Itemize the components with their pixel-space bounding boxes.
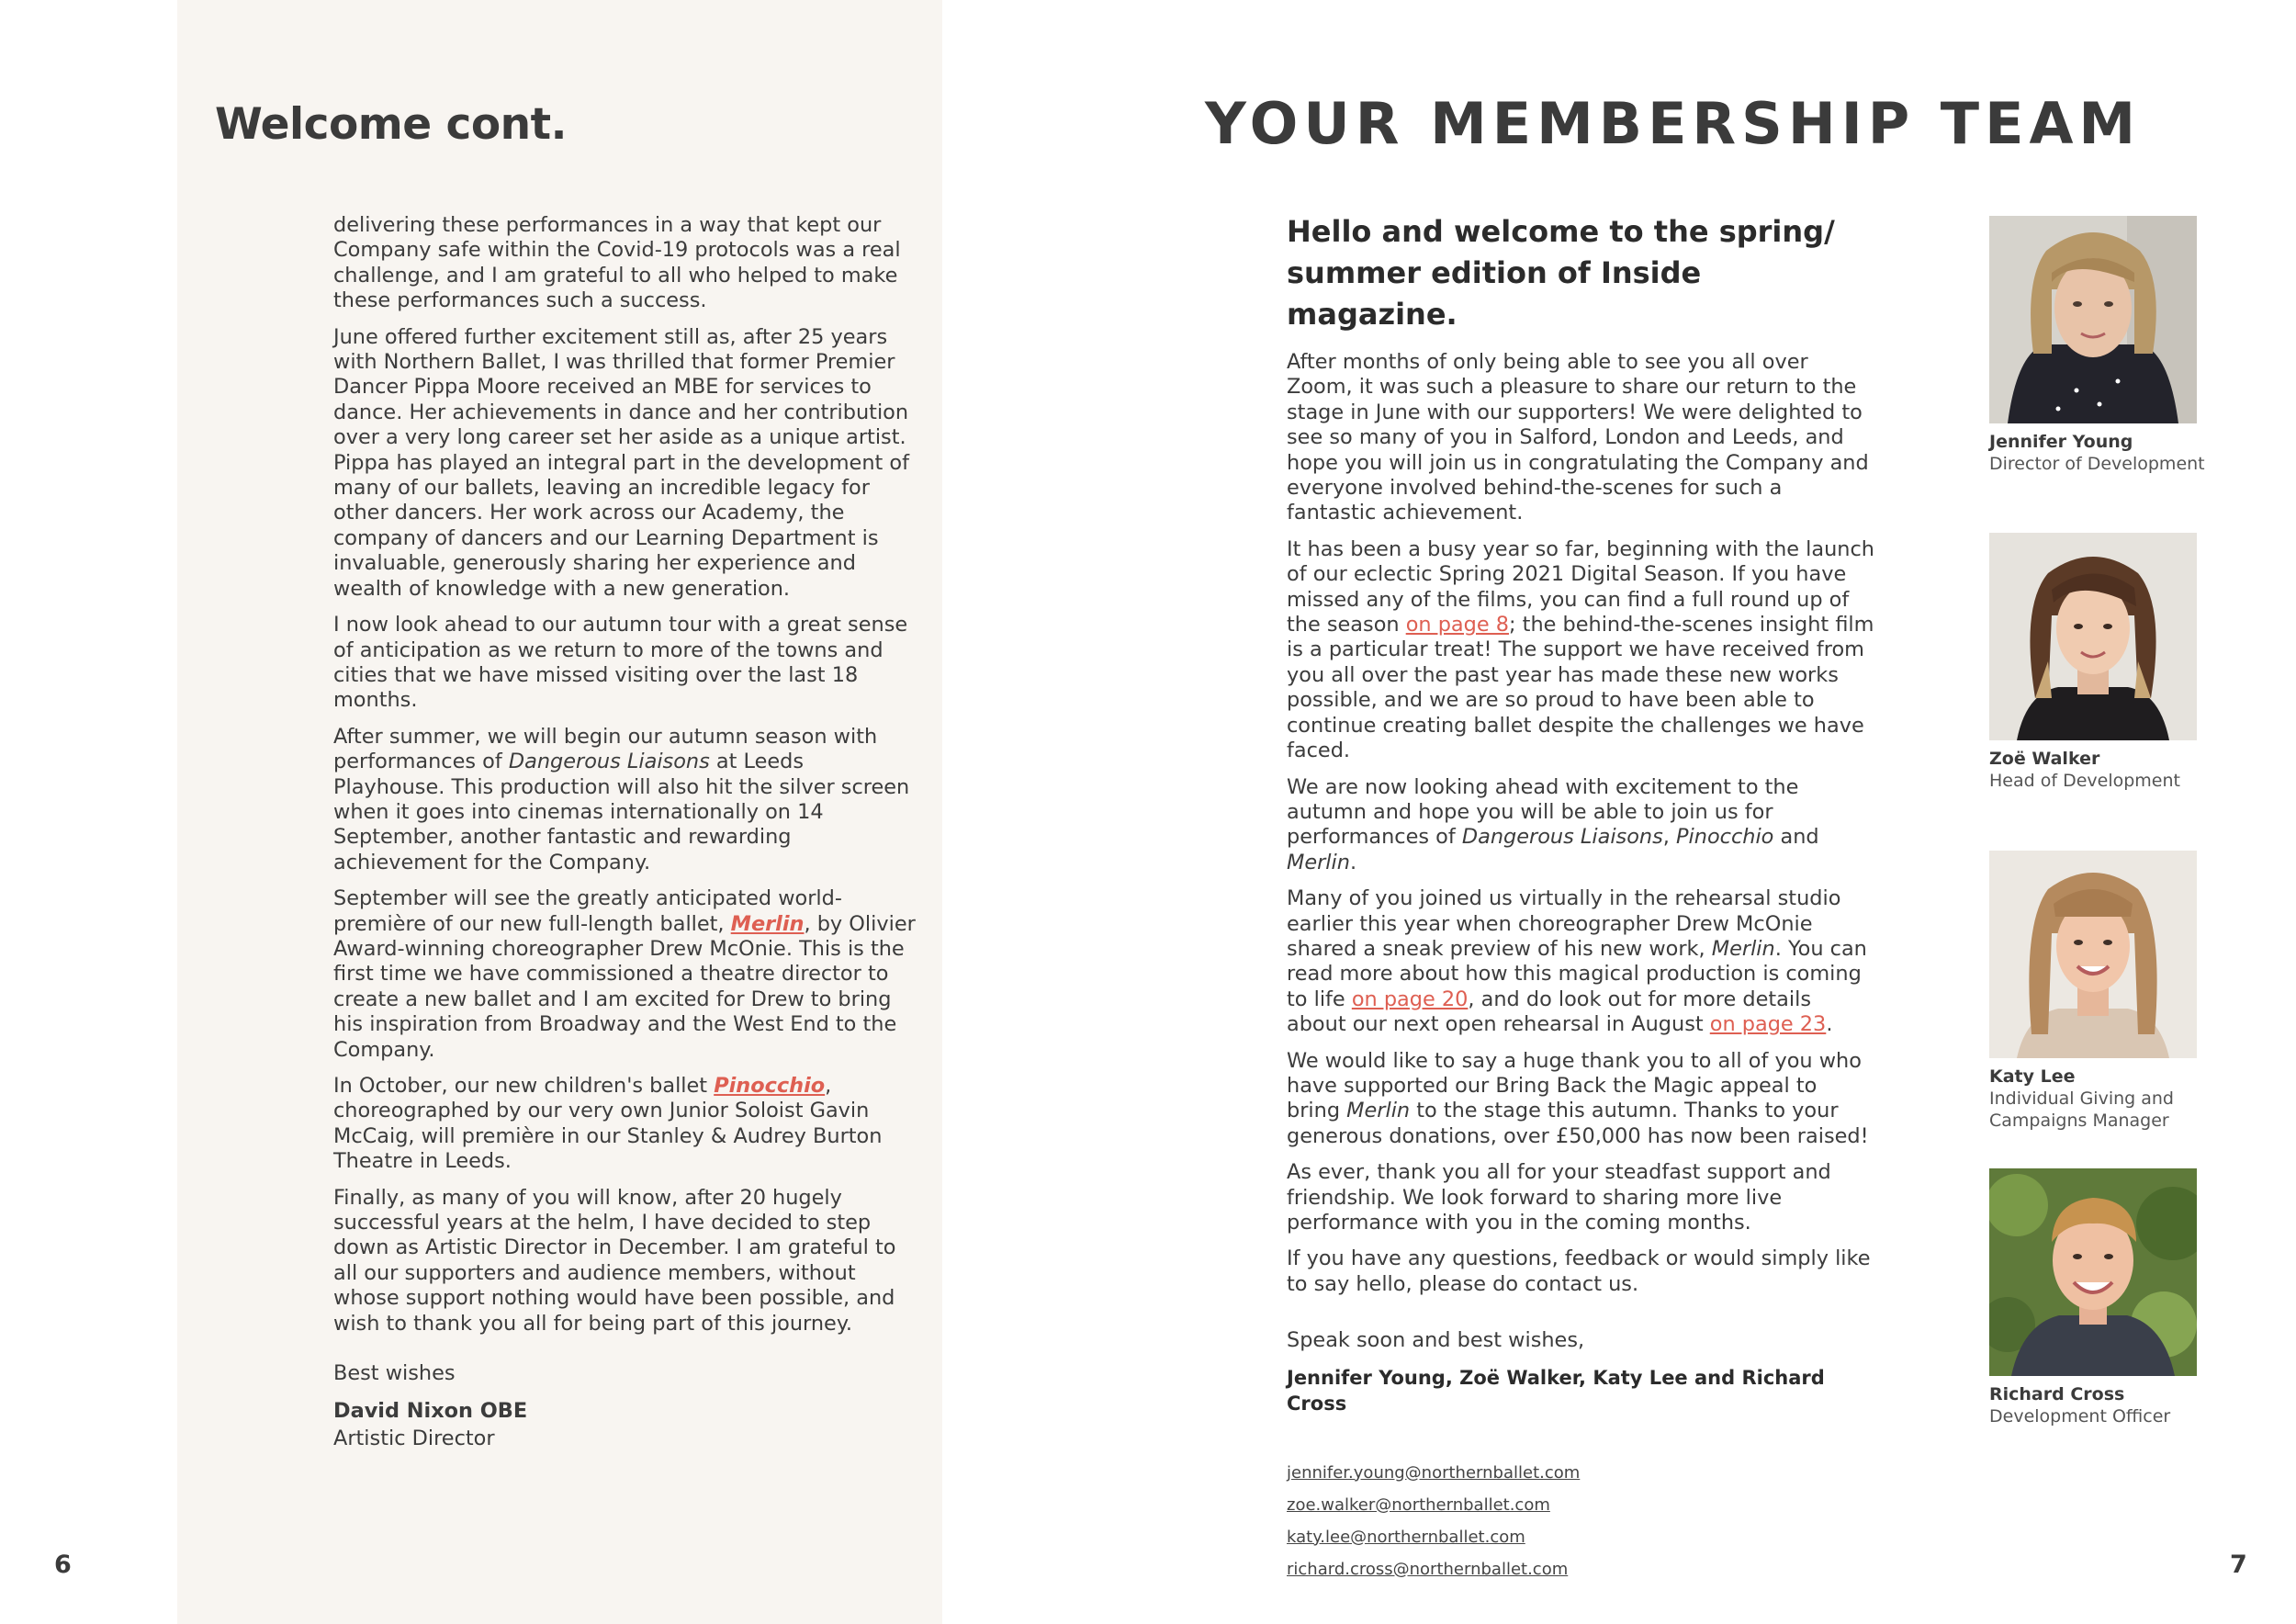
email-link-jennifer[interactable]: jennifer.young@northernballet.com <box>1287 1462 1581 1483</box>
email-link-zoe[interactable]: zoe.walker@northernballet.com <box>1287 1494 1550 1515</box>
membership-paragraph: As ever, thank you all for your steadfast support and friendship. We look forward to sharing more live performance with you in the coming months. <box>1287 1160 1831 1235</box>
zoe-walker-photo <box>1989 533 2197 740</box>
page-number-left: 6 <box>54 1551 72 1579</box>
page-8-link[interactable]: on page 8 <box>1405 613 1509 637</box>
welcome-paragraph: In October, our new children's ballet Pinocchio, choreographed by our very own Junior Soloist Gavin McCaig, will première in our Stanley & Audrey Burton Theatre in Leeds. <box>333 1074 883 1174</box>
membership-paragraph: After months of only being able to see you all over Zoom, it was such a pleasure to share our return to the stage in June with our supporters! We were delighted to see so many of you in Salford, London and Leeds, and hope you will join us in congratulating the Company and everyone involved behind-the-scenes for such a fantastic achievement. <box>1287 350 1869 525</box>
signers-names: Jennifer Young, Zoë Walker, Katy Lee and Richard Cross <box>1287 1366 1825 1415</box>
katy-lee-photo <box>1989 851 2197 1058</box>
team-member-name: Katy Lee <box>1989 1066 2076 1087</box>
page-number-right: 7 <box>2230 1551 2247 1579</box>
richard-cross-photo <box>1989 1168 2197 1376</box>
email-link-richard[interactable]: richard.cross@northernballet.com <box>1287 1559 1569 1579</box>
membership-paragraph: Many of you joined us virtually in the rehearsal studio earlier this year when choreographer Drew McOnie shared a sneak preview of his new work, Merlin. You can read more about how this magical production is coming to life on page 20, and do look out for more details about our next open rehearsal in August on page 23. <box>1287 886 1867 1037</box>
page-20-link[interactable]: on page 20 <box>1351 987 1469 1011</box>
signature-name: David Nixon OBE <box>333 1399 528 1424</box>
team-member-role: Individual Giving and Campaigns Manager <box>1989 1088 2174 1131</box>
pinocchio-link[interactable]: Pinocchio <box>714 1074 826 1098</box>
page-23-link[interactable]: on page 23 <box>1709 1012 1827 1037</box>
email-link-katy[interactable]: katy.lee@northernballet.com <box>1287 1527 1525 1547</box>
team-member-card <box>1989 216 2265 475</box>
team-member-role: Head of Development <box>1989 771 2180 791</box>
membership-paragraph: We would like to say a huge thank you to all of you who have supported our Bring Back the Magic appeal to bring Merlin to the stage this autumn. Thanks to your generous donations, over £50,000 has now been raised! <box>1287 1048 1869 1148</box>
welcome-paragraph: I now look ahead to our autumn tour with a great sense of anticipation as we return to more of the towns and cities that we have missed visiting over the last 18 months. <box>333 613 908 713</box>
team-member-card <box>1989 533 2265 792</box>
jennifer-young-photo <box>1989 216 2197 423</box>
left-page-title: Welcome cont. <box>215 99 567 150</box>
team-member-name: Jennifer Young <box>1989 432 2133 452</box>
welcome-signoff: Best wishes <box>333 1361 456 1386</box>
team-member-name: Zoë Walker <box>1989 749 2100 769</box>
membership-paragraph: We are now looking ahead with excitement to the autumn and hope you will be able to join us for performances of Dangerous Liaisons, Pinocchio and Merlin. <box>1287 774 1819 874</box>
membership-letter-body <box>1287 211 1874 1585</box>
team-member-role: Development Officer <box>1989 1406 2171 1427</box>
welcome-paragraph: June offered further excitement still as, after 25 years with Northern Ballet, I was thrilled that former Premier Dancer Pippa Moore received an MBE for services to dance. Her achievements in dance and her contribution over a very long career set her aside as a unique artist. Pippa has played an integral part in the development of many of our ballets, leaving an incredible legacy for other dancers. Her work across our Academy, the company of dancers and our Learning Department is invaluable, generously sharing her experience and wealth of knowledge with a new generation. <box>333 324 910 601</box>
membership-signoff: Speak soon and best wishes, <box>1287 1328 1585 1353</box>
dangerous-liaisons-title: Dangerous Liaisons <box>508 750 710 774</box>
team-member-card <box>1989 851 2265 1132</box>
team-member-name: Richard Cross <box>1989 1384 2125 1404</box>
team-member-role: Director of Development <box>1989 454 2205 474</box>
signature-role: Artistic Director <box>333 1427 495 1451</box>
welcome-letter-body <box>333 213 921 1452</box>
membership-paragraph: If you have any questions, feedback or would simply like to say hello, please do contact us. <box>1287 1246 1871 1296</box>
intro-heading: Hello and welcome to the spring/ summer edition of Inside magazine. <box>1287 214 1835 332</box>
membership-paragraph: It has been a busy year so far, beginning with the launch of our eclectic Spring 2021 Digital Season. If you have missed any of the films, you can find a full round up of the season on page 8; the behind-the-scenes insight film is a particular treat! The support we have received from you all over the past year has made these new works possible, and we are so proud to have been able to continue creating ballet despite the challenges we have faced. <box>1287 536 1874 763</box>
right-page-title: YOUR MEMBERSHIP TEAM <box>1205 90 2142 157</box>
merlin-link[interactable]: Merlin <box>730 911 805 936</box>
welcome-paragraph: After summer, we will begin our autumn season with performances of Dangerous Liaisons at Leeds Playhouse. This production will also hit the silver screen when it goes into cinemas internationally on 14 September, another fantastic and rewarding achievement for the Company. <box>333 724 910 874</box>
welcome-paragraph: September will see the greatly anticipated world-première of our new full-length ballet, Merlin, by Olivier Award-winning choreographer Drew McOnie. This is the first time we have commissioned a theatre director to create a new ballet and I am excited for Drew to bring his inspiration from Broadway and the West End to the Company. <box>333 886 916 1062</box>
team-member-card <box>1989 1168 2265 1427</box>
welcome-paragraph: delivering these performances in a way that kept our Company safe within the Covid-19 protocols was a real challenge, and I am grateful to all who helped to make these performances such a success. <box>333 213 901 313</box>
welcome-paragraph: Finally, as many of you will know, after 20 hugely successful years at the helm, I have decided to step down as Artistic Director in December. I am grateful to all our supporters and audience members, without whose support nothing would have been possible, and wish to thank you all for being part of this journey. <box>333 1185 896 1336</box>
